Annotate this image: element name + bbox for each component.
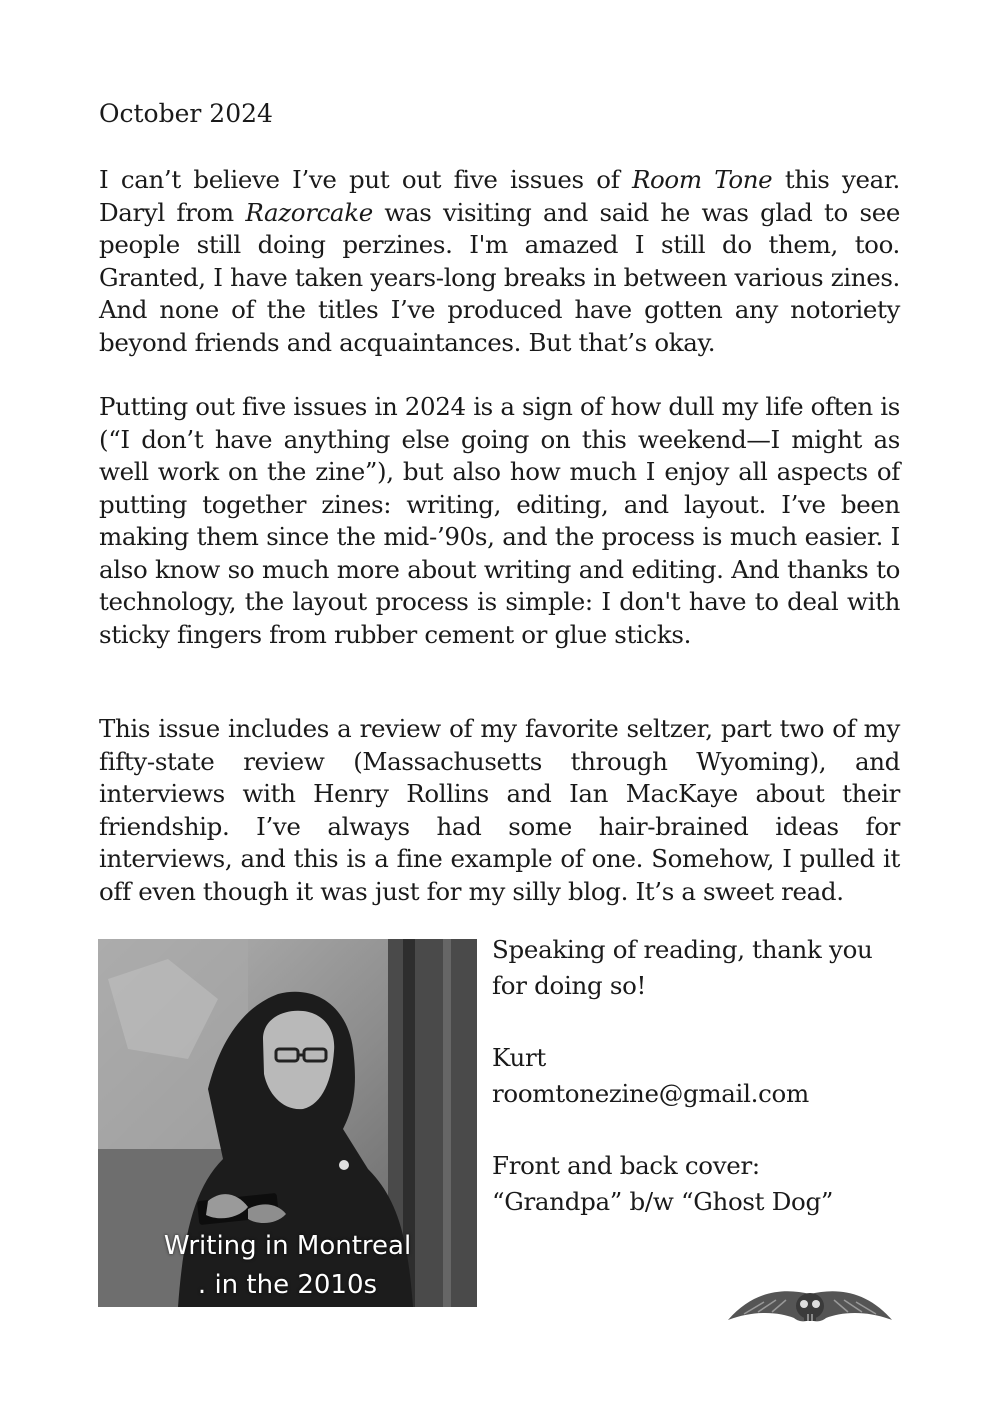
zine-title-room-tone: Room Tone (631, 165, 773, 194)
email-address: roomtonezine@gmail.com (492, 1079, 809, 1108)
letter-date: October 2024 (99, 99, 273, 128)
photo-caption: Writing in Montreal . in the 2010s (163, 1231, 412, 1300)
signature: Kurt (492, 1043, 546, 1072)
winged-skull-icon (724, 1286, 896, 1328)
closing-line: for doing so! (492, 971, 647, 1000)
cover-credit-label: Front and back cover: (492, 1151, 760, 1180)
paragraph-this-issue: This issue includes a review of my favorite seltzer, part two of my fifty-state review (Massachusetts through Wyoming), and interviews with Henry Rollins and Ian MacKaye about their friendship. I’ve always had some hair-brained ideas for interviews, and this is a fine example of one. Somehow, I pulled it off even though it was just for my silly blog. It’s a sweet read. (99, 714, 900, 906)
closing-section (492, 932, 912, 1220)
closing-line: Speaking of reading, thank you (492, 935, 873, 964)
paragraph-five-issues: Putting out five issues in 2024 is a sign of how dull my life often is (“I don’t have anything else going on this weekend—I might as well work on the zine”), but also how much I enjoy all aspects of putting together zines: writing, editing, and layout. I’ve been making them since the mid-’90s, and the process is much easier. I also know so much more about writing and editing. And thanks to technology, the layout process is simple: I don't have to deal with sticky fingers from rubber cement or glue sticks. (99, 392, 900, 649)
paragraph-intro: I can’t believe I’ve put out five issues of Room Tone this year. Daryl from Razorcake was visiting and said he was glad to see people still doing perzines. I'm amazed I still do them, too. Granted, I have taken years-long breaks in between various zines. And none of the titles I’ve produced have gotten any notoriety beyond friends and acquaintances. But that’s okay. (99, 165, 900, 357)
zine-title-razorcake: Razorcake (245, 197, 373, 227)
cover-credit-titles: “Grandpa” b/w “Ghost Dog” (492, 1187, 834, 1216)
author-photo (98, 939, 477, 1307)
